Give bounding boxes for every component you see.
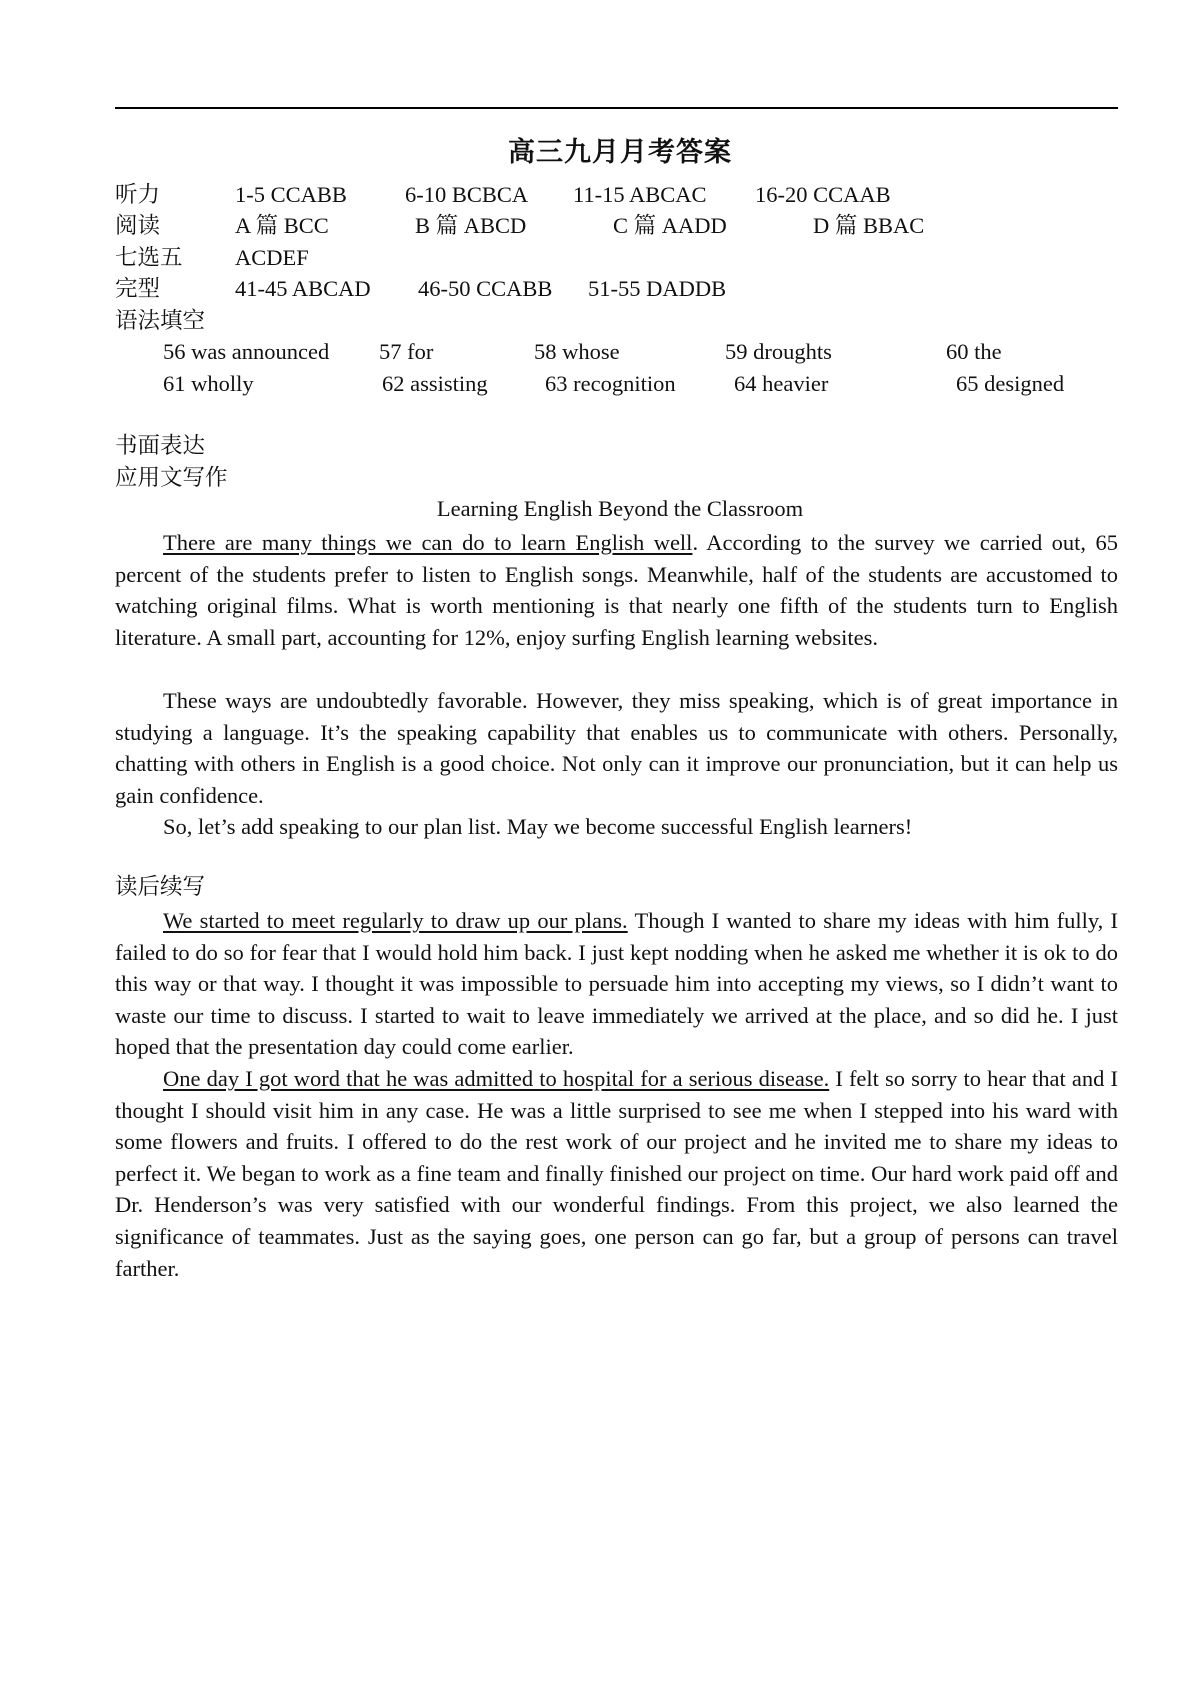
practical-writing-label: 应用文写作 — [115, 465, 228, 490]
reading-label: 阅读 — [115, 213, 161, 238]
reading-group-b: B 篇 ABCD — [415, 213, 527, 238]
cloze-group-1: 41-45 ABCAD — [235, 276, 371, 301]
grammar-answer-63: 63 recognition — [545, 371, 676, 396]
grammar-label: 语法填空 — [115, 308, 206, 333]
cloze-group-2: 46-50 CCABB — [418, 276, 553, 301]
practical-topic-sentence: There are many things we can do to learn English well — [163, 530, 693, 555]
page-title: 高三九月月考答案 — [508, 137, 732, 167]
essay-title: Learning English Beyond the Classroom — [436, 496, 804, 521]
seven-five-value: ACDEF — [235, 245, 309, 270]
grammar-answer-65: 65 designed — [956, 371, 1065, 396]
reading-group-a: A 篇 BCC — [235, 213, 329, 238]
practical-paragraph-1 — [115, 527, 1118, 653]
grammar-answer-60: 60 the — [946, 339, 1002, 364]
grammar-answer-59: 59 droughts — [725, 339, 832, 364]
reading-group-d: D 篇 BBAC — [813, 213, 925, 238]
continuation-writing-label: 读后续写 — [115, 874, 206, 899]
writing-label: 书面表达 — [115, 433, 206, 458]
reading-group-c: C 篇 AADD — [613, 213, 727, 238]
continuation-paragraph-1-body: Though I wanted to share my ideas with him fully, I failed to do so for fear that I would hold him back. I just kept nodding when he asked me whether it is ok to do this way or that way. I thought it was impossible to persuade him into accepting my views, so I didn’t want to waste our time to discuss. I started to wait to leave immediately we arrived at the place, and so did he. I just hoped that the presentation day could come earlier. — [115, 908, 1118, 1060]
practical-paragraph-1-body: . According to the survey we carried out, 65 percent of the students prefer to listen to English songs. Meanwhile, half of the students are accustomed to watching original films. What is worth mentioning is that nearly one fifth of the students turn to English literature. A small part, accounting for 12%, enjoy surfing English learning websites. — [115, 530, 1118, 650]
grammar-answer-62: 62 assisting — [382, 371, 488, 396]
listening-label: 听力 — [115, 182, 161, 207]
cloze-label: 完型 — [115, 276, 161, 301]
listening-group-1: 1-5 CCABB — [235, 182, 347, 207]
practical-paragraph-3: So, let’s add speaking to our plan list. May we become successful English learners! — [163, 814, 913, 839]
listening-group-4: 16-20 CCAAB — [755, 182, 891, 207]
seven-five-label: 七选五 — [115, 245, 183, 270]
continuation-paragraph-2 — [115, 1063, 1118, 1284]
listening-group-2: 6-10 BCBCA — [405, 182, 529, 207]
continuation-paragraph-2-body: I felt so sorry to hear that and I thought I should visit him in any case. He was a little surprised to see me when I stepped into his ward with some flowers and fruits. I offered to do the rest work of our project and he invited me to share my ideas to perfect it. We began to work as a fine team and finally finished our project on time. Our hard work paid off and Dr. Henderson’s was very satisfied with our wonderful findings. From this project, we also learned the significance of teammates. Just as the saying goes, one person can go far, but a group of persons can travel farther. — [115, 1066, 1118, 1281]
continuation-opening-sentence-2: One day I got word that he was admitted to hospital for a serious disease. — [163, 1066, 830, 1091]
continuation-paragraph-1 — [115, 905, 1118, 1063]
grammar-answer-56: 56 was announced — [163, 339, 330, 364]
continuation-opening-sentence-1: We started to meet regularly to draw up our plans. — [163, 908, 628, 933]
grammar-answer-58: 58 whose — [534, 339, 620, 364]
cloze-group-3: 51-55 DADDB — [588, 276, 727, 301]
listening-group-3: 11-15 ABCAC — [573, 182, 707, 207]
practical-paragraph-2: These ways are undoubtedly favorable. However, they miss speaking, which is of great importance in studying a language. It’s the speaking capability that enables us to communicate with others. Personally, chatting with others in English is a good choice. Not only can it improve our pronunciation, but it can help us gain confidence. — [115, 688, 1118, 808]
top-rule — [115, 107, 1118, 109]
grammar-answer-64: 64 heavier — [734, 371, 829, 396]
grammar-answer-61: 61 wholly — [163, 371, 254, 396]
grammar-answer-57: 57 for — [379, 339, 434, 364]
